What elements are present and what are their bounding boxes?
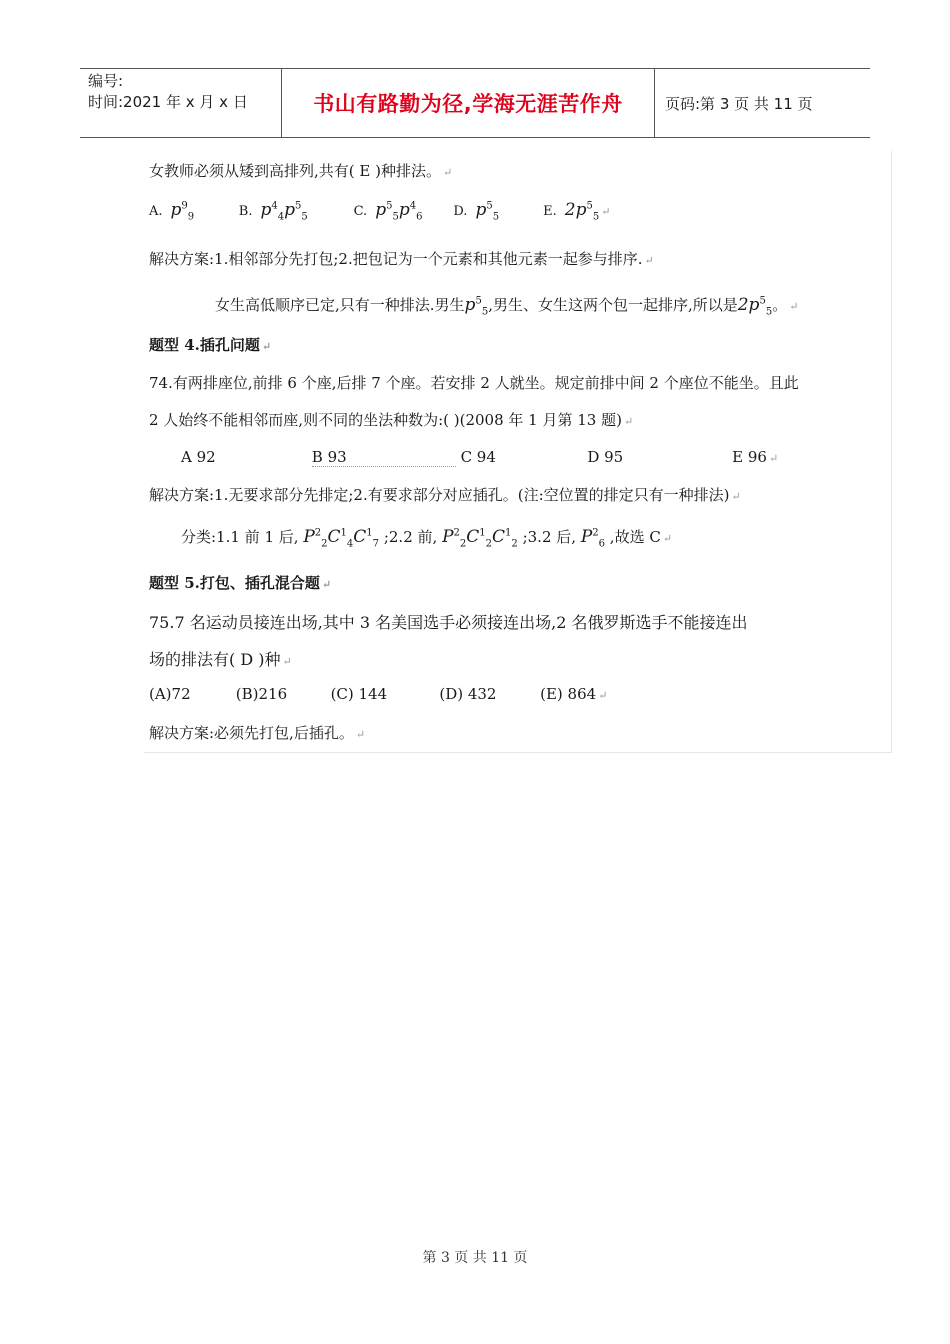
- solution-line: 解决方案:1.无要求部分先排定;2.有要求部分对应插孔。(注:空位置的排定只有一种排法) ↵: [149, 486, 741, 504]
- option-item: B 93: [312, 448, 456, 467]
- option-item: (C) 144: [330, 685, 388, 703]
- option-b: B. $p^4_4p^5_5$: [238, 200, 308, 223]
- options-row: [181, 448, 778, 467]
- page-info: 页码:第 3 页 共 11 页: [665, 94, 813, 113]
- question-line: 2 人始终不能相邻而座,则不同的坐法种数为:( )(2008 年 1 月第 13 题) ↵: [149, 411, 634, 429]
- option-item: C 94: [460, 448, 496, 466]
- option-item: D 95: [587, 448, 624, 466]
- option-item: (A)72: [149, 685, 191, 703]
- motto: 书山有路勤为径,学海无涯苦作舟: [282, 69, 655, 137]
- options-row: [149, 200, 610, 222]
- option-item: (D) 432: [439, 685, 497, 703]
- solution-line: 解决方案:1.相邻部分先打包;2.把包记为一个元素和其他元素一起参与排序. ↵: [149, 250, 654, 268]
- options-row: [149, 685, 607, 703]
- question-line: 女教师必须从矮到高排列,共有( E )种排法。 ↵: [149, 162, 453, 180]
- section-heading: 题型 5.打包、插孔混合题 ↵: [149, 574, 332, 592]
- option-item: (E) 864 ↵: [540, 685, 608, 703]
- page-footer: 第 3 页 共 11 页: [422, 1250, 528, 1266]
- classification-line: 分类:1.1 前 1 后, $P^2_2C^1_4C^1_7$ ;2.2 前, $P^2_2C^1_2C^1_2$ ;3.2 后, $P^2_6$ ,故选 C ↵: [181, 527, 673, 550]
- option-item: A 92: [181, 448, 216, 466]
- question-line: 74.有两排座位,前排 6 个座,后排 7 个座。若安排 2 人就坐。规定前排中间 2 个座位不能坐。且此: [149, 374, 799, 392]
- date-label: 时间:2021 年 x 月 x 日: [88, 93, 248, 111]
- option-item: E 96 ↵: [732, 448, 779, 466]
- option-item: (B)216: [235, 685, 288, 703]
- option-e: E. $2p^5_5$ ↵: [543, 200, 611, 223]
- solution-line: 解决方案:必须先打包,后插孔。 ↵: [149, 724, 366, 742]
- option-d: D. $p^5_5$: [453, 200, 500, 223]
- option-c: C. $p^5_5p^4_6$: [353, 200, 423, 223]
- question-line: 场的排法有( D )种 ↵: [149, 650, 292, 669]
- content-area: [143, 150, 891, 752]
- option-a: A. $p^9_9$: [149, 200, 195, 223]
- question-line: 75.7 名运动员接连出场,其中 3 名美国选手必须接连出场,2 名俄罗斯选手不能接连出: [149, 613, 748, 632]
- number-label: 编号:: [88, 72, 124, 90]
- page-header: [80, 68, 870, 138]
- section-heading: 题型 4.插孔问题 ↵: [149, 336, 272, 354]
- solution-detail-line: 女生高低顺序已定,只有一种排法.男生$p^5_5$,男生、女生这两个包一起排序,所以是$2p^5_5$。 ↵: [215, 295, 799, 318]
- header-left-cell: [80, 69, 282, 137]
